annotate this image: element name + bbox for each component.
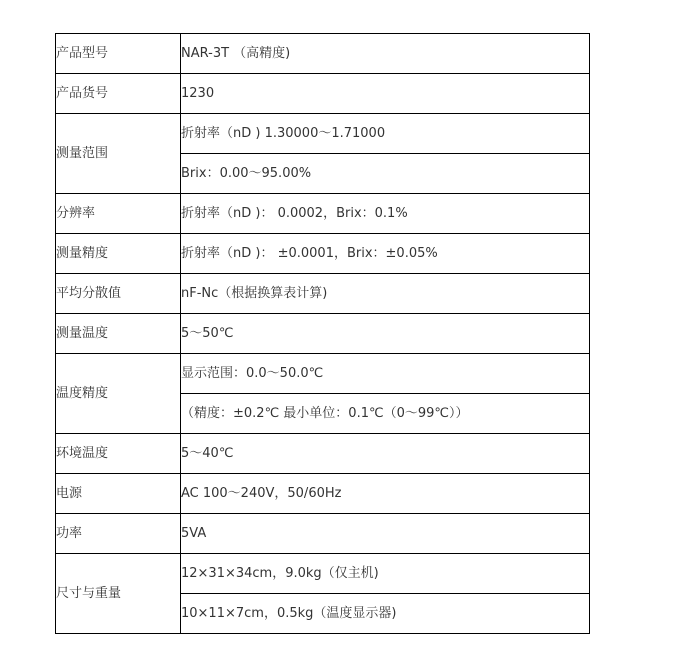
row-value-ambient-temp: 5～40℃ xyxy=(181,434,590,474)
row-value-main-unit-size: 12×31×34cm，9.0kg（仅主机) xyxy=(181,554,590,594)
row-label-item-number: 产品货号 xyxy=(56,74,181,114)
row-value-measuring-temp: 5～50℃ xyxy=(181,314,590,354)
row-value-resolution: 折射率（nD )： 0.0002，Brix：0.1% xyxy=(181,194,590,234)
row-value-model: NAR-3T （高精度) xyxy=(181,34,590,74)
row-value-accuracy: 折射率（nD )： ±0.0001，Brix：±0.05% xyxy=(181,234,590,274)
row-label-temp-accuracy: 温度精度 xyxy=(56,354,181,434)
row-value-item-number: 1230 xyxy=(181,74,590,114)
table-row xyxy=(56,314,590,354)
row-value-measuring-range-nd: 折射率（nD ) 1.30000～1.71000 xyxy=(181,114,590,154)
table-row xyxy=(56,274,590,314)
row-label-power-supply: 电源 xyxy=(56,474,181,514)
row-label-power: 功率 xyxy=(56,514,181,554)
row-value-temp-display-range: 显示范围：0.0～50.0℃ xyxy=(181,354,590,394)
row-label-resolution: 分辨率 xyxy=(56,194,181,234)
table-row xyxy=(56,554,590,594)
row-value-power: 5VA xyxy=(181,514,590,554)
table-row xyxy=(56,434,590,474)
row-label-measuring-temp: 测量温度 xyxy=(56,314,181,354)
table-row xyxy=(56,34,590,74)
table-row xyxy=(56,474,590,514)
row-label-measuring-range: 测量范围 xyxy=(56,114,181,194)
table-row xyxy=(56,514,590,554)
row-value-power-supply: AC 100～240V，50/60Hz xyxy=(181,474,590,514)
row-value-display-unit-size: 10×11×7cm，0.5kg（温度显示器) xyxy=(181,594,590,634)
table-row xyxy=(56,114,590,154)
row-label-dispersion: 平均分散值 xyxy=(56,274,181,314)
row-value-dispersion: nF-Nc（根据换算表计算) xyxy=(181,274,590,314)
row-label-dimensions-weight: 尺寸与重量 xyxy=(56,554,181,634)
row-label-model: 产品型号 xyxy=(56,34,181,74)
row-label-ambient-temp: 环境温度 xyxy=(56,434,181,474)
table-row xyxy=(56,354,590,394)
table-row xyxy=(56,234,590,274)
row-value-temp-precision: （精度：±0.2℃ 最小单位：0.1℃（0～99℃）） xyxy=(181,394,590,434)
row-label-accuracy: 测量精度 xyxy=(56,234,181,274)
spec-table xyxy=(55,33,590,634)
row-value-measuring-range-brix: Brix：0.00～95.00% xyxy=(181,154,590,194)
table-row xyxy=(56,74,590,114)
table-row xyxy=(56,194,590,234)
